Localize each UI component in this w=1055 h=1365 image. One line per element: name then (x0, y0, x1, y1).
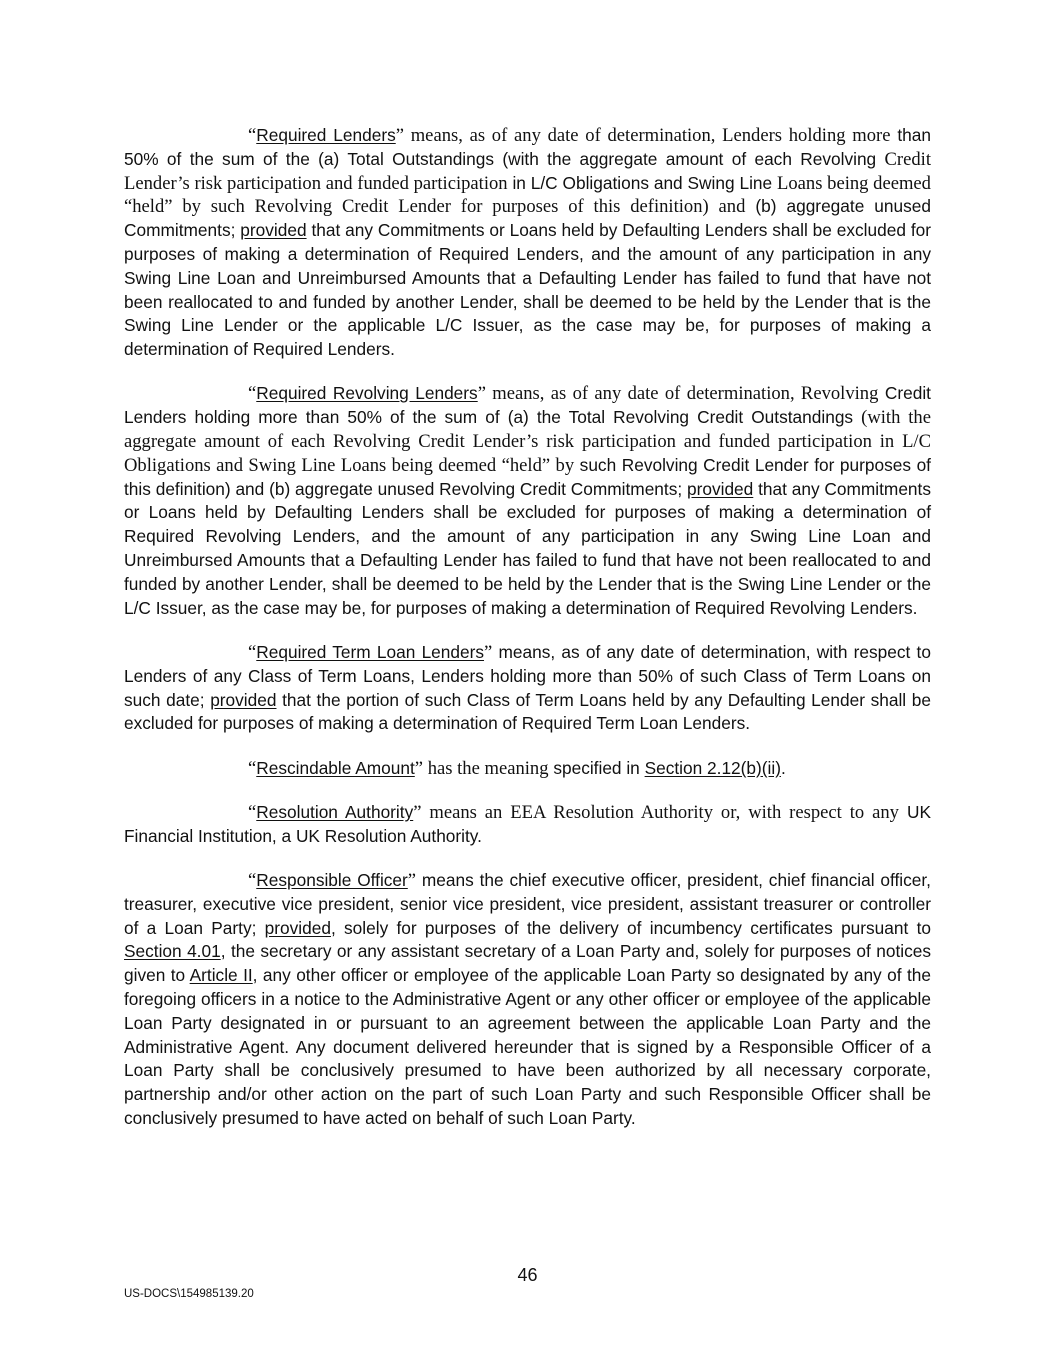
definition-resolution-authority: “Resolution Authority” means an EEA Resolution Authority or, with respect to any UK Financial Institution, a UK Resolution Authority. (124, 801, 931, 846)
section-reference: Section 2.12(b)(ii) (644, 757, 781, 778)
defined-term: Required Term Loan Lenders (256, 641, 485, 662)
section-reference: Section 4.01 (124, 941, 221, 962)
provided-term: provided (210, 689, 277, 710)
defined-term: Rescindable Amount (256, 757, 415, 778)
document-id: US-DOCS\154985139.20 (124, 1288, 254, 1300)
page-number: 46 (517, 1265, 538, 1285)
defined-term: Resolution Authority (256, 801, 414, 822)
defined-term: Required Lenders (256, 125, 396, 145)
provided-term: provided (686, 478, 754, 499)
article-reference: Article II (189, 965, 253, 986)
document-body (124, 124, 931, 1151)
defined-term: Required Revolving Lenders (256, 383, 478, 404)
defined-term: Responsible Officer (256, 870, 408, 891)
provided-term: provided (240, 220, 307, 241)
definition-required-lenders: “Required Lenders” means, as of any date of determination, Lenders holding more than 50% of the sum of the (a) Total Outstandings (with the aggregate amount of each Revolving Credit Lender’s risk participation and funded participation in L/C Obligations and Swing Line Loans being deemed “held” by such Revolving Credit Lender for purposes of this definition) and (b) aggregate unused Commitments; provided that any Commitments or Loans held by Defaulting Lenders shall be excluded for purposes of making a determination of Required Lenders, and the amount of any participation in any Swing Line Loan and Unreimbursed Amounts that a Defaulting Lender has failed to fund that have not been reallocated to and funded by another Lender, shall be deemed to be held by the Lender that is the Swing Line Lender or the applicable L/C Issuer, as the case may be, for purposes of making a determination of Required Lenders. (124, 125, 932, 360)
provided-term: provided (264, 917, 331, 938)
definition-rescindable-amount: “Rescindable Amount” has the meaning specified in Section 2.12(b)(ii). (248, 757, 786, 779)
definition-required-term-loan-lenders: “Required Term Loan Lenders” means, as of any date of determination, with respect to Lenders of any Class of Term Loans, Lenders holding more than 50% of such Class of Term Loans on such date; provided that the portion of such Class of Term Loans held by any Defaulting Lender shall be excluded for purposes of making a determination of Required Term Loan Lenders. (124, 641, 931, 734)
definition-responsible-officer: “Responsible Officer” means the chief executive officer, president, chief financial officer, treasurer, executive vice president, senior vice president, vice president, assistant treasurer or controller of a Loan Party; provided, solely for purposes of the delivery of incumbency certificates pursuant to Section 4.01, the secretary or any assistant secretary of a Loan Party and, solely for purposes of notices given to Article II, any other officer or employee of the applicable Loan Party so designated by any of the foregoing officers in a notice to the Administrative Agent or any other officer or employee of the applicable Loan Party designated in or pursuant to an agreement between the applicable Loan Party and the Administrative Agent. Any document delivered hereunder that is signed by a Responsible Officer of a Loan Party shall be conclusively presumed to have been authorized by all necessary corporate, partnership and/or other action on the part of such Loan Party and such Responsible Officer shall be conclusively presumed to have acted on behalf of such Loan Party. (124, 870, 932, 1128)
definition-required-revolving-lenders: “Required Revolving Lenders” means, as of any date of determination, Revolving Credit Lenders holding more than 50% of the sum of (a) the Total Revolving Credit Outstandings (with the aggregate amount of each Revolving Credit Lender’s risk participation and funded participation in L/C Obligations and Swing Line Loans being deemed “held” by such Revolving Credit Lender for purposes of this definition) and (b) aggregate unused Revolving Credit Commitments; provided that any Commitments or Loans held by Defaulting Lenders shall be excluded for purposes of making a determination of Required Revolving Lenders, and the amount of any participation in any Swing Line Loan and Unreimbursed Amounts that a Defaulting Lender has failed to fund that have not been reallocated to and funded by another Lender, shall be deemed to be held by the Lender that is the Swing Line Lender or the L/C Issuer, as the case may be, for purposes of making a determination of Required Revolving Lenders. (124, 383, 931, 618)
